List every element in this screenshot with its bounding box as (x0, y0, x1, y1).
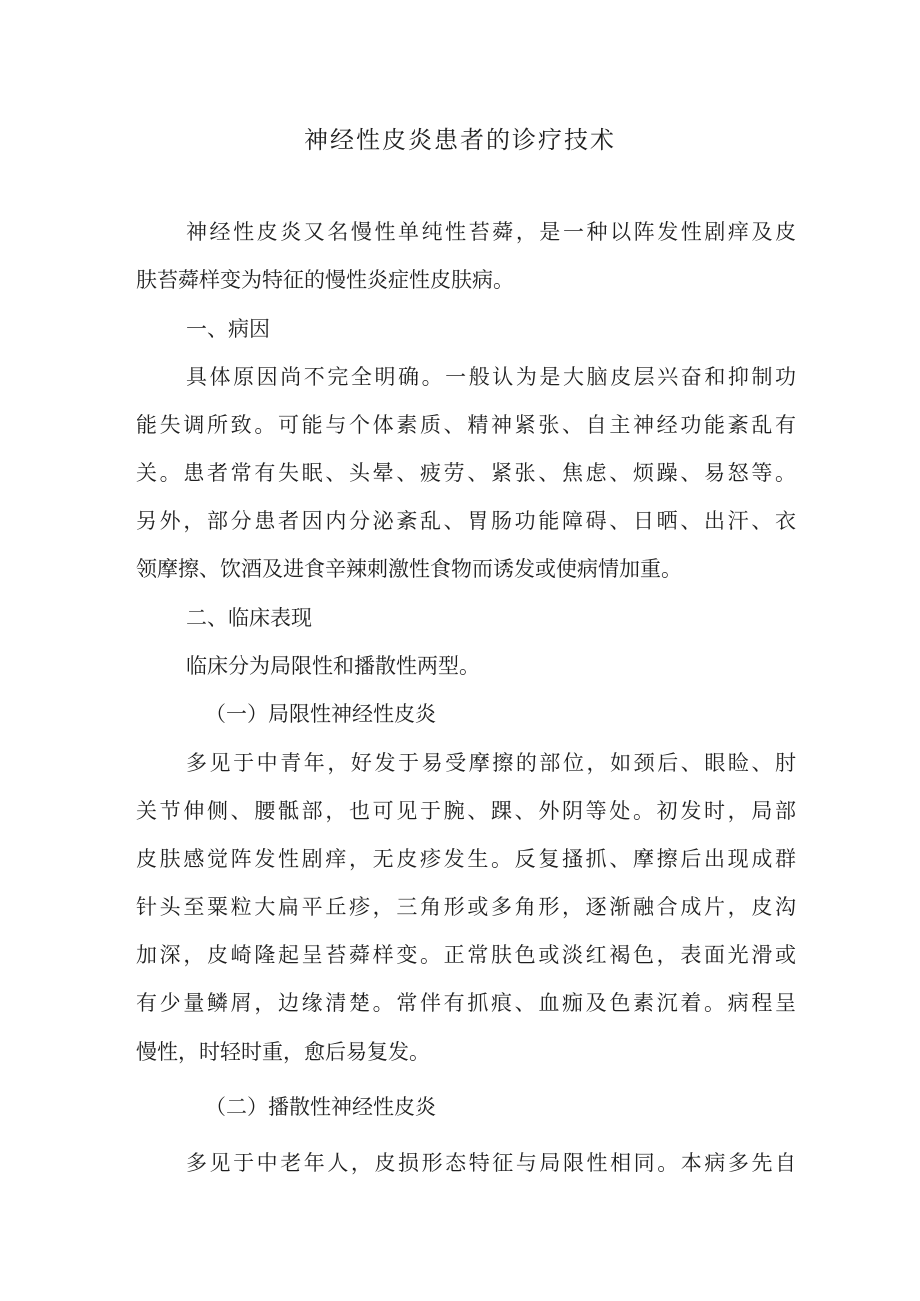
paragraph-line: 领摩擦、饮酒及进食辛辣刺激性食物而诱发或使病情加重。 (136, 557, 682, 581)
paragraph-line: 慢性，时轻时重，愈后易复发。 (136, 1040, 430, 1064)
subsection-heading: （一）局限性神经性皮炎 (205, 702, 436, 726)
paragraph-line: 肤苔蕣样变为特征的慢性炎症性皮肤病。 (136, 268, 514, 292)
paragraph-line: 能失调所致。可能与个体素质、精神紧张、自主神经功能紊乱有 (136, 413, 796, 437)
paragraph-line: 关节伸侧、腰骶部，也可见于腕、踝、外阴等处。初发时，局部 (136, 799, 796, 823)
paragraph-line: 临床分为局限性和播散性两型。 (186, 654, 480, 678)
section-heading: 二、临床表现 (186, 606, 312, 630)
paragraph-line: 另外，部分患者因内分泌紊乱、胃肠功能障碍、日晒、出汗、衣 (136, 509, 796, 533)
paragraph-line: 神经性皮炎又名慢性单纯性苔蕣，是一种以阵发性剧痒及皮 (186, 220, 796, 244)
paragraph-line: 针头至粟粒大扁平丘疹，三角形或多角形，逐渐融合成片，皮沟 (136, 895, 796, 919)
paragraph-line: 皮肤感觉阵发性剧痒，无皮疹发生。反复搔抓、摩擦后出现成群 (136, 847, 796, 871)
section-heading: 一、病因 (186, 317, 270, 341)
paragraph-line: 加深，皮崎隆起呈苔蕣样变。正常肤色或淡红褐色，表面光滑或 (136, 943, 796, 967)
paragraph-line: 多见于中老年人，皮损形态特征与局限性相同。本病多先自 (186, 1151, 796, 1175)
paragraph-line: 具体原因尚不完全明确。一般认为是大脑皮层兴奋和抑制功 (186, 365, 796, 389)
paragraph-line: 有少量鳞屑，边缘清楚。常伴有抓痕、血痂及色素沉着。病程呈 (136, 991, 796, 1015)
paragraph-line: 关。患者常有失眠、头晕、疲劳、紧张、焦虑、烦躁、易怒等。 (136, 461, 796, 485)
paragraph-line: 多见于中青年，好发于易受摩擦的部位，如颈后、眼睑、肘 (186, 751, 796, 775)
subsection-heading: （二）播散性神经性皮炎 (205, 1095, 436, 1119)
document-title: 神经性皮炎患者的诊疗技术 (304, 126, 616, 154)
